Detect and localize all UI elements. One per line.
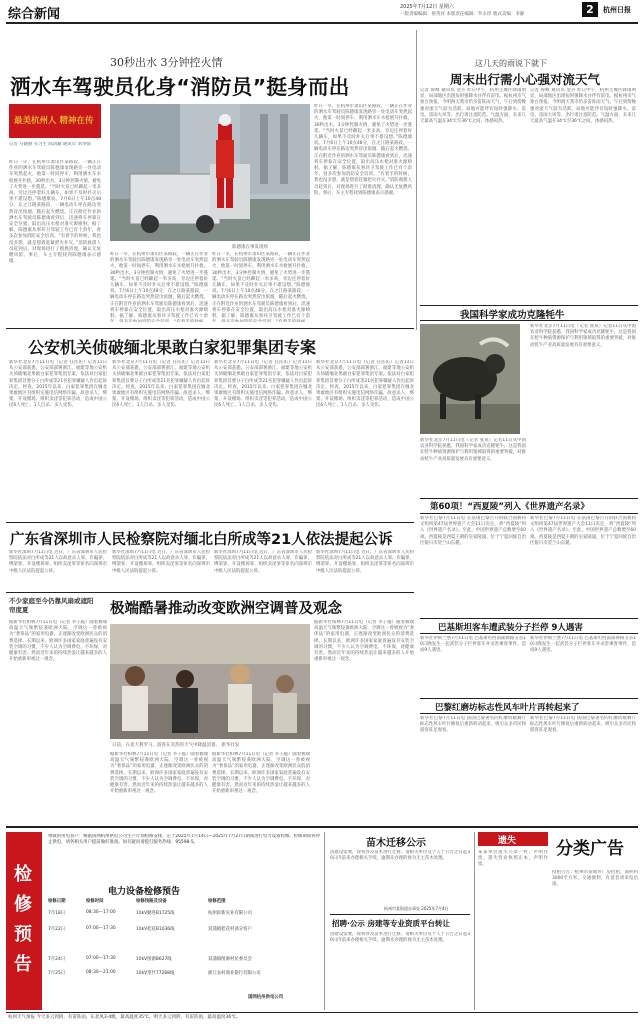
pakistan-body-col1: 新华社伊斯兰堡7月11日电 巴基斯坦西南部俾路支省10日晚发生一起武装分子拦停客车并杀害乘客事件，造成9人遇害。	[420, 636, 526, 654]
grave-body: 因建设需要，现将涉及苗木进行迁移，请相关单位及个人于公告之日起30日内前来办理相关手续，逾期未办理的视为无主苗木处理。	[330, 850, 470, 862]
table-header-line: 检修线路及设备	[136, 899, 167, 904]
paris-header	[420, 698, 638, 714]
badge-label: 最美杭州人 精神在传	[14, 116, 94, 126]
europe-kicker: 不少家庭至今仍靠风扇或遮阳帘度夏	[9, 597, 94, 614]
agri-headline: 我国科学家成功克隆牦牛	[460, 310, 565, 321]
main-photo-caption: 陈德康在事发现场	[232, 245, 268, 250]
divider-3	[6, 592, 414, 593]
recruit-title: 招聘·公示 房建等专业资质平台转让	[332, 919, 450, 928]
pakistan-headline: 巴基斯坦客车遭武装分子拦停 9人遇害	[438, 623, 583, 633]
main-body-col2: 昨日一早，在杭州市萧山区某路段，一辆正在作业的洒水车驾驶员陈德康发现路旁一处电动车突然起火，他第一时间停车，利用洒水车水枪展开扑救，30秒出水，3分钟控制火情，避免了火势进一步蔓延。“当时火苗已经蹿起一米多高，旁边还停着好几辆车，如果不及时扑灭后果不堪设想。”陈德康说。7月6日上午10点48分，在之江路某路段，一辆电动车停在路边突然冒出浓烟，随后起火燃烧。正在附近作业的洒水车驾驶员陈德康看到后，迅速将车停靠在安全位置，取出高压水枪对准火源喷射。据了解，陈德康从事环卫驾驶工作已有十余	[110, 252, 208, 320]
table-row: 7月25日	[48, 971, 66, 976]
lost-banner	[478, 832, 548, 846]
masthead-date: 2025年7月12日 星期六	[400, 4, 454, 10]
divider-1	[6, 328, 414, 329]
bottom-divider	[6, 826, 638, 828]
main-body-col1: 昨日一早，在杭州市萧山区某路段，一辆正在作业的洒水车驾驶员陈德康发现路旁一处电动车突然起火，他第一时间停车，利用洒水车水枪展开扑救，30秒出水，3分钟控制火情，避免了火势进一步蔓延。“当时火苗已经蹿起一米多高，旁边还停着好几辆车，如果不及时扑灭后果不堪设想。”陈德康说。7月6日上午10点48分，在之江路某路段，一辆电动车停在路边突然冒出浓烟，随后起火燃烧。正在附近作业的洒水车驾驶员陈德康看到后，迅速将车停靠在安全位置，取出高压水枪对准火源喷射。据了解，陈德康从事环卫驾驶工作已有十余年，曾多次参加消防安全培训。“有着手的时候，我也没多想，就是想着赶紧把火扑灭。”消防救援人员赶到后，对现场进行了彻底清理，确认无复燃风险。事后，车主专程找到陈德康表示感谢。	[9, 160, 101, 265]
table-row: 7月24日	[48, 957, 66, 962]
bottom-vdiv-2	[474, 832, 475, 1010]
heritage-body-col1: 新华社巴黎7月11日电 在法国巴黎召开的联合国教科文组织第47届世界遗产大会11日决定，将“西夏陵”列入《世界遗产名录》。至此，中国世界遗产总数增至60项。西夏陵是西夏王朝的皇家陵寝，位于宁夏回族自治区银川市贺兰山东麓。	[420, 516, 526, 546]
overhaul-banner	[6, 832, 42, 1010]
weather-divider	[416, 30, 417, 330]
table-row: 浙江农村商业银行有限公司	[208, 971, 261, 976]
agri-body-col1: 新华社北京7月11日电（记者 张泉）记者11日从中国农业科学院获悉，我国科学家成功克隆牦牛，这是我国在牦牛种质资源保护与利用领域取得的重要突破，对推动牦牛产业高质量发展具有重要意义。	[420, 438, 526, 462]
court-body-col2: 新华社深圳7月11日电 近日，广东省深圳市人民检察院依法对白所成等21人以故意杀人罪、诈骗罪、绑架罪、开设赌场罪、组织卖淫罪等罪名向深圳市中级人民法院提起公诉。	[112, 550, 210, 574]
weather-kicker: 这几天的雨说下就下	[475, 59, 547, 68]
weather-body-col1: 记者 鲁峰 通讯员 金卉 昨日中午，杭州主城区降雨明显，局部地区出现短时强降水并伴有雷电。据杭州市气象台预报，今明两天我市仍多雷阵雨天气，午后到傍晚强对流天气较为活跃，局地可能伴有短时强降水、雷电、雷雨大风等，出行请注意防范。气温方面，未来几天最高气温在34℃至36℃之间，体感闷热。	[420, 88, 526, 125]
europe-body-col1: 据新华社柏林7月11日电（记者 李子越）随着极端高温天气频繁侵袭欧洲大陆，空调这一曾被视为“奢侈品”的家用电器，正逐渐改变欧洲民众的消费选择。长期以来，欧洲许多国家家庭普遍没有安装空调的习惯，不少人认为空调费电、不环保，对健康有害。然而近年来的持续热浪让越来越多的人开始重新审视这一观念。	[9, 620, 107, 663]
table-header-date: 检修日期	[48, 899, 66, 904]
section-title: 综合新闻	[8, 7, 61, 22]
page-number: 2	[582, 2, 598, 17]
yak-illustration	[420, 324, 520, 434]
notice-title: 电力设备检修预告	[108, 887, 181, 897]
europe-photo-caption: 日前，在意大利罗马，游客在炎热的天气中降温消暑。 新华社发	[112, 743, 240, 748]
table-row: 10kV桂花B1036线	[136, 927, 175, 932]
tourists-illustration	[110, 624, 310, 739]
table-row: 杭州滨新实业有限公司	[208, 911, 252, 916]
main-body-col3: 昨日一早，在杭州市萧山区某路段，一辆正在作业的洒水车驾驶员陈德康发现路旁一处电动车突然起火，他第一时间停车，利用洒水车水枪展开扑救，30秒出水，3分钟控制火情，避免了火势进一步蔓延。“当时火苗已经蹿起一米多高，旁边还停着好几辆车，如果不及时扑灭后果不堪设想。”陈德康说。7月6日上午10点48分，在之江路某路段，一辆电动车停在路边突然冒出浓烟，随后起火燃烧。正在附近作业的洒水车驾驶员陈德康看到后，迅速将车停靠在安全位置，取出高压水枪对准火源喷射。据了解，陈德康从事环卫驾驶工作已有十余	[212, 252, 310, 320]
main-byline: 记者 马晓丽 实习生 陈清颖 通讯员 刘华婧	[9, 142, 91, 147]
main-kicker: 30秒出水 3分钟控火情	[110, 56, 223, 69]
notice-table	[48, 898, 320, 1008]
table-header-time: 检修时间	[86, 899, 104, 904]
table-row: 10kV望竹77288线	[136, 971, 175, 976]
yak-photo	[420, 324, 520, 434]
table-row: 08:30—17:00	[86, 910, 116, 915]
table-row: 07:00—17:30	[86, 956, 116, 961]
footer-rule	[6, 1012, 638, 1013]
grave-signature: 杭州市某街道办事处 2025年7月4日	[384, 906, 449, 911]
main-headline: 洒水车驾驶员化身“消防员”挺身而出	[10, 75, 350, 99]
masthead	[0, 0, 644, 22]
weather-headline: 周末出行需小心强对流天气	[450, 72, 601, 87]
notice-signature: 国网杭州供电公司	[248, 995, 284, 1000]
agri-body-col2: 新华社北京7月11日电（记者 张泉）记者11日从中国农业科学院获悉，我国科学家成功克隆牦牛，这是我国在牦牛种质资源保护与利用领域取得的重要突破，对推动牦牛产业高质量发展具有重要意义。	[530, 324, 636, 348]
table-header-range: 检修范围	[208, 899, 226, 904]
bottom-vdiv-1	[324, 832, 325, 1010]
europe-photo	[110, 624, 310, 739]
court-body-col3: 新华社深圳7月11日电 近日，广东省深圳市人民检察院依法对白所成等21人以故意杀人罪、诈骗罪、绑架罪、开设赌场罪、组织卖淫罪等罪名向深圳市中级人民法院提起公诉。	[214, 550, 312, 574]
security-body-col4: 新华社北京7月11日电（记者 任沁沁）记者11日从公安部获悉，公安部部署浙江、福建等地公安机关侦破缅北果敢白家犯罪集团专案，依法对白家犯罪集团首要分子白所成等21名犯罪嫌疑人作出起诉决定。经查，2015年以来，白家犯罪集团在缅北果敢地区有组织实施电信网络诈骗、故意杀人、绑架、开设赌场、组织卖淫等犯罪活动，造成中国公民6人死亡、1人自杀、多人受伤。	[316, 360, 414, 409]
table-row: 10kV勤进B1725线	[136, 911, 175, 916]
weather-body-col2: 记者 鲁峰 通讯员 金卉 昨日中午，杭州主城区降雨明显，局部地区出现短时强降水并伴有雷电。据杭州市气象台预报，今明两天我市仍多雷阵雨天气，午后到傍晚强对流天气较为活跃，局地可能伴有短时强降水、雷电、雷雨大风等，出行请注意防范。气温方面，未来几天最高气温在34℃至36℃之间，体感闷热。	[530, 88, 636, 125]
grave-divider	[330, 914, 470, 915]
classified-title: 分类广告	[556, 839, 624, 859]
classified-body: 招租公告：杭州市某地块厂房招租，面积约3000平方米，交通便利，有意者请来电洽谈。	[552, 870, 638, 888]
heritage-body-col2: 新华社巴黎7月11日电 在法国巴黎召开的联合国教科文组织第47届世界遗产大会11日决定，将“西夏陵”列入《世界遗产名录》。至此，中国世界遗产总数增至60项。西夏陵是西夏王朝的皇家陵寝，位于宁夏回族自治区银川市贺兰山东麓。	[530, 516, 636, 546]
badge	[9, 104, 101, 138]
heritage-header	[420, 498, 638, 514]
court-body-col1: 新华社深圳7月11日电 近日，广东省深圳市人民检察院依法对白所成等21人以故意杀人罪、诈骗罪、绑架罪、开设赌场罪、组织卖淫罪等罪名向深圳市中级人民法院提起公诉。	[9, 550, 107, 574]
notice-body: 尊敬的用电客户：根据国网杭州供电公司生产计划检修安排，定于2025年7月14日—2025年7月27日期间进行电力设备检修。检修期间将停止供电，请各相关用户提前做好准备。如有疑问请拨打服务热线：95598-5。	[48, 834, 320, 846]
lost-title: 遗失	[498, 836, 517, 846]
masthead-rule	[6, 22, 638, 24]
main-body-col4: 昨日一早，在杭州市萧山区某路段，一辆正在作业的洒水车驾驶员陈德康发现路旁一处电动车突然起火，他第一时间停车，利用洒水车水枪展开扑救，30秒出水，3分钟控制火情，避免了火势进一步蔓延。“当时火苗已经蹿起一米多高，旁边还停着好几辆车，如果不及时扑灭后果不堪设想。”陈德康说。7月6日上午10点48分，在之江路某路段，一辆电动车停在路边突然冒出浓烟，随后起火燃烧。正在附近作业的洒水车驾驶员陈德康看到后，迅速将车停靠在安全位置，取出高压水枪对准火源喷射。据了解，陈德康从事环卫驾驶工作已有十余年，曾多次参加消防安全培训。“有着手的时候，我也没多想，就是想着赶紧把火扑灭。”消防救援人员赶到后，对现场进行了彻底清理，确认无复燃风险。事后，车主专程找到陈德康表示感谢。	[314, 104, 412, 196]
masthead-editors: 一版责编编辑：侯英祥 本版责任编辑：罗永彤 版式美编：李静	[400, 12, 525, 17]
table-row: 07:00—17:30	[86, 926, 116, 931]
overhaul-title: 检修预告	[14, 864, 32, 975]
pakistan-body-col2: 新华社伊斯兰堡7月11日电 巴基斯坦西南部俾路支省10日晚发生一起武装分子拦停客车并杀害乘客事件，造成9人遇害。	[530, 636, 636, 654]
grave-title: 苗木迁移公示	[366, 838, 426, 849]
europe-body-col2: 据新华社柏林7月11日电（记者 李子越）随着极端高温天气频繁侵袭欧洲大陆，空调这一曾被视为“奢侈品”的家用电器，正逐渐改变欧洲民众的消费选择。长期以来，欧洲许多国家家庭普遍没有安装空调的习惯，不少人认为空调费电、不环保，对健康有害。然而近年来的持续热浪让越来越多的人开始重新审视这一观念。	[110, 752, 208, 795]
agri-header	[420, 305, 638, 321]
security-body-col1: 新华社北京7月11日电（记者 任沁沁）记者11日从公安部获悉，公安部部署浙江、福建等地公安机关侦破缅北果敢白家犯罪集团专案，依法对白家犯罪集团首要分子白所成等21名犯罪嫌疑人作出起诉决定。经查，2015年以来，白家犯罪集团在缅北果敢地区有组织实施电信网络诈骗、故意杀人、绑架、开设赌场、组织卖淫等犯罪活动，造成中国公民6人死亡、1人自杀、多人受伤。	[9, 360, 107, 409]
pakistan-header	[420, 618, 638, 634]
main-photo	[110, 104, 310, 241]
table-row: 7月22日	[48, 927, 66, 932]
security-body-col2: 新华社北京7月11日电（记者 任沁沁）记者11日从公安部获悉，公安部部署浙江、福建等地公安机关侦破缅北果敢白家犯罪集团专案，依法对白家犯罪集团首要分子白所成等21名犯罪嫌疑人作出起诉决定。经查，2015年以来，白家犯罪集团在缅北果敢地区有组织实施电信网络诈骗、故意杀人、绑架、开设赌场、组织卖淫等犯罪活动，造成中国公民6人死亡、1人自杀、多人受伤。	[112, 360, 210, 409]
fire-scene-illustration	[110, 104, 310, 241]
footer-text: 杭州天气预报 今天多云到阴，有雷阵雨，东北风3-4级，最高温度35℃。明天多云到阴，有雷阵雨，最高温度36℃。	[8, 1015, 241, 1020]
divider-2	[6, 522, 414, 523]
paris-body-col1: 新华社巴黎7月11日电 法国巴黎著名的红磨坊歌舞厅标志性风车叶片修复后重新转动起来，吸引众多市民和游客驻足观看。	[420, 716, 526, 734]
security-body-col3: 新华社北京7月11日电（记者 任沁沁）记者11日从公安部获悉，公安部部署浙江、福建等地公安机关侦破缅北果敢白家犯罪集团专案，依法对白家犯罪集团首要分子白所成等21名犯罪嫌疑人作出起诉决定。经查，2015年以来，白家犯罪集团在缅北果敢地区有组织实施电信网络诈骗、故意杀人、绑架、开设赌场、组织卖淫等犯罪活动，造成中国公民6人死亡、1人自杀、多人受伤。	[214, 360, 312, 409]
lost-body: 某某单位遗失公章一枚，声明作废。遗失营业执照正本，声明作废。	[478, 850, 548, 868]
table-row: 10kV图源B627线	[136, 957, 172, 962]
security-headline: 公安机关侦破缅北果敢白家犯罪集团专案	[28, 338, 317, 357]
europe-body-col4: 据新华社柏林7月11日电（记者 李子越）随着极端高温天气频繁侵袭欧洲大陆，空调这一曾被视为“奢侈品”的家用电器，正逐渐改变欧洲民众的消费选择。长期以来，欧洲许多国家家庭普遍没有安装空调的习惯，不少人认为空调费电、不环保，对健康有害。然而近年来的持续热浪让越来越多的人开始重新审视这一观念。	[314, 620, 414, 663]
recruit-body: 因建设需要，现将涉及苗木进行迁移，请相关单位及个人于公告之日起30日内前来办理相关手续，逾期未办理的视为无主苗木处理。	[330, 932, 470, 944]
table-row: 双浦镇图源村民委员会	[208, 957, 252, 962]
table-row: 08:30—21:00	[86, 970, 116, 975]
table-row: 双浦镇桂花村部分客户	[208, 927, 252, 932]
europe-headline: 极端酷暑推动改变欧洲空调普及观念	[110, 601, 342, 617]
heritage-headline: 第60项！“西夏陵”列入《世界遗产名录》	[430, 502, 590, 512]
paris-headline: 巴黎红磨坊标志性风车叶片再转起来了	[435, 703, 580, 713]
table-row: 7月18日	[48, 911, 66, 916]
court-body-col4: 新华社深圳7月11日电 近日，广东省深圳市人民检察院依法对白所成等21人以故意杀人罪、诈骗罪、绑架罪、开设赌场罪、组织卖淫罪等罪名向深圳市中级人民法院提起公诉。	[316, 550, 414, 574]
paper-logo: 杭州日报	[603, 5, 631, 14]
classified-banner	[552, 832, 638, 866]
court-headline: 广东省深圳市人民检察院对缅北白所成等21人依法提起公诉	[10, 532, 393, 548]
europe-body-col3: 据新华社柏林7月11日电（记者 李子越）随着极端高温天气频繁侵袭欧洲大陆，空调这一曾被视为“奢侈品”的家用电器，正逐渐改变欧洲民众的消费选择。长期以来，欧洲许多国家家庭普遍没有安装空调的习惯，不少人认为空调费电、不环保，对健康有害。然而近年来的持续热浪让越来越多的人开始重新审视这一观念。	[212, 752, 310, 795]
paris-body-col2: 新华社巴黎7月11日电 法国巴黎著名的红磨坊歌舞厅标志性风车叶片修复后重新转动起来，吸引众多市民和游客驻足观看。	[530, 716, 636, 734]
